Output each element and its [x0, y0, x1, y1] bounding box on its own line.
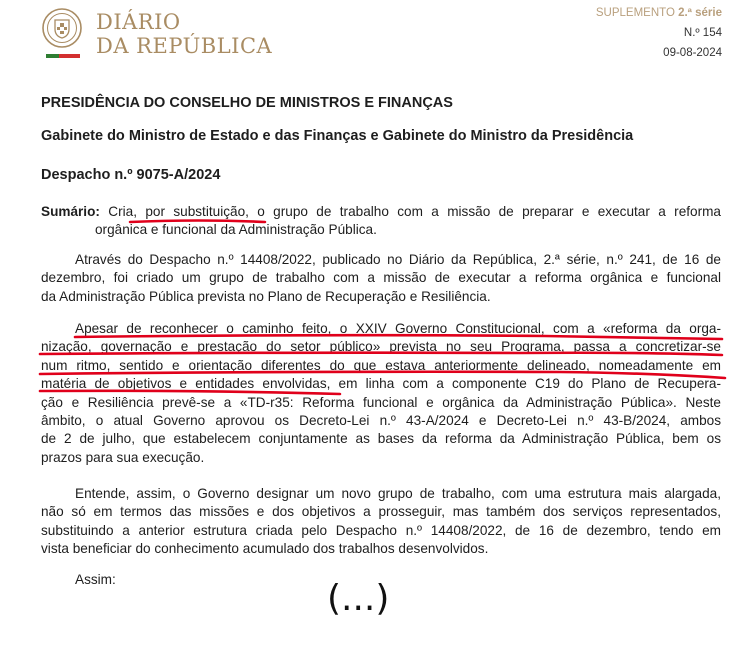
paragraph-line: Através do Despacho n.º 14408/2022, publicado no Diário da República, 2.ª série, n.º 241, de 16 de	[75, 252, 721, 267]
summary-line: orgânica e funcional da Administração Pública.	[95, 222, 377, 238]
omission-ellipsis: (...)	[327, 578, 390, 619]
paragraph-3	[41, 485, 721, 559]
supplement-series: SUPLEMENTO 2.ª série	[595, 7, 722, 19]
paragraph-line: ção e Resiliência prevê-se a «TD-r35: Reforma funcional e orgânica da Administração Pública». Neste	[41, 394, 721, 410]
paragraph-2	[41, 320, 721, 467]
paragraph-line: de 2 de julho, que estabelecem conjuntamente as bases da reforma da Administração Pública, bem os	[41, 431, 721, 447]
brand-line-2: DA REPÚBLICA	[96, 34, 273, 58]
paragraph-line: âmbito, o atual Governo aprovou os Decreto-Lei n.º 43-A/2024 e Decreto-Lei n.º 43-B/2024, ambos	[41, 412, 721, 428]
publication-meta	[596, 3, 722, 63]
closing-line: Assim:	[75, 572, 116, 587]
paragraph-line: não só em termos das missões e dos objetivos a prosseguir, mas também dos serviços representados,	[41, 504, 721, 520]
diario-republica-logo	[40, 6, 280, 58]
paragraph-line: Entende, assim, o Governo designar um novo grupo de trabalho, com uma estrutura mais alargada,	[75, 486, 721, 501]
entity-heading: PRESIDÊNCIA DO CONSELHO DE MINISTROS E FINANÇAS	[41, 95, 453, 111]
issue-number: N.º 154	[683, 27, 722, 39]
paragraph-line: vista beneficiar do conhecimento acumulado dos trabalhos desenvolvidos.	[41, 541, 489, 557]
paragraph-line: Apesar de reconhecer o caminho feito, o XXIV Governo Constitucional, com a «reforma da orga-	[75, 321, 721, 336]
summary	[41, 203, 721, 240]
paragraph-1	[41, 251, 721, 306]
brand-name	[96, 10, 272, 58]
paragraph-line: nização, governação e prestação do setor público» prevista no seu Programa, passa a concretizar-se	[41, 339, 721, 355]
paragraph-line: dezembro, foi criado um grupo de trabalho com a missão de executar a reforma orgânica e funcional	[41, 270, 721, 286]
summary-label: Sumário:	[41, 204, 100, 219]
flag-stripe	[46, 54, 80, 58]
issuer-heading: Gabinete do Ministro de Estado e das Finanças e Gabinete do Ministro da Presidência	[41, 128, 634, 144]
paragraph-line: da Administração Pública prevista no Plano de Recuperação e Resiliência.	[41, 288, 491, 304]
brand-line-1: DIÁRIO	[96, 10, 181, 34]
dispatch-title: Despacho n.º 9075-A/2024	[41, 167, 221, 183]
coat-of-arms-icon	[40, 6, 84, 50]
issue-date: 09-08-2024	[663, 47, 722, 59]
paragraph-line: num ritmo, sentido e orientação diferentes do que estava anteriormente delineado, nomeadamente em	[41, 357, 721, 373]
paragraph-line: matéria de objetivos e entidades envolvidas, em linha com a componente C19 do Plano de Recupera-	[41, 376, 721, 392]
paragraph-line: substituindo a anterior estrutura criada pelo Despacho n.º 14408/2022, de 16 de dezembro, tendo em	[41, 522, 721, 538]
summary-line: Sumário: Cria, por substituição, o grupo de trabalho com a missão de preparar e executar a reforma	[41, 204, 721, 219]
paragraph-line: prazos para sua execução.	[41, 449, 205, 465]
